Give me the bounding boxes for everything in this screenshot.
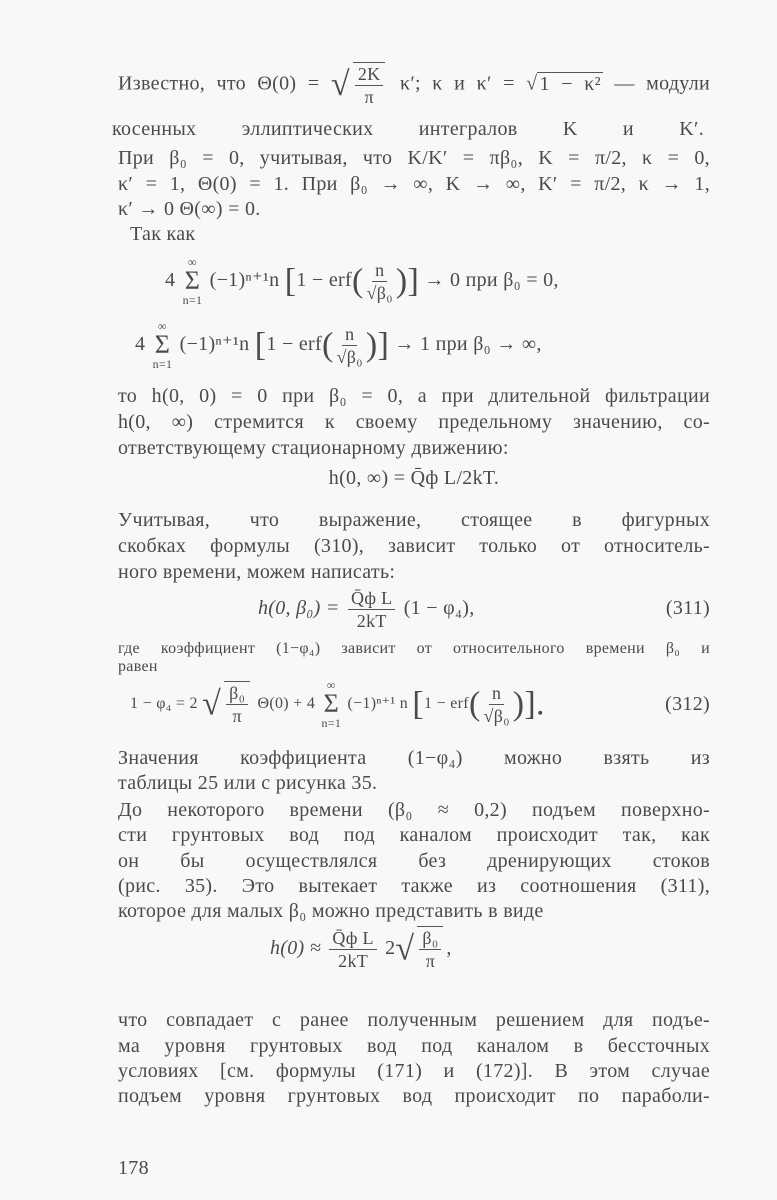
text: — модули	[602, 72, 710, 95]
text-line: (рис. 35). Это вытекает также из соотношения (311),	[118, 875, 710, 897]
text: Известно, что Θ(0) =	[118, 72, 320, 95]
page-number: 178	[118, 1157, 149, 1179]
formula-small-beta: h(0) ≈ $\frac{\text{Q̄ф L}}{2kT}$ 2√ $\frac{\text{β₀}}{\pi}$ ,	[270, 927, 452, 972]
text-line: ного времени, можем написать:	[118, 561, 396, 583]
formula-h-limit: h(0, ∞) = Q̄ф L/2kT.	[328, 467, 500, 489]
formula-2: 4 ∞ Σ n=1 (−1)ⁿ⁺¹n [1 − erf( $\frac{n}{\text{√β₀}}$ )] → 1 при β₀ → ∞,	[135, 319, 542, 372]
text: κ′; κ и κ′ = √	[399, 72, 538, 95]
text-line: условиях [см. формулы (171) и (172)]. В этом случае	[118, 1060, 710, 1082]
text-line: таблицы 25 или с рисунка 35.	[118, 772, 378, 794]
text: 1 − κ²	[539, 72, 601, 95]
text-line: h(0, ∞) стремится к своему предельному значению, со-	[118, 411, 710, 433]
equation-number: (312)	[665, 693, 710, 715]
text-line: κ′ → 0 Θ(∞) = 0.	[118, 198, 261, 220]
text-line: скобках формулы (310), зависит только от относитель-	[118, 535, 710, 557]
text: 1 − erf	[266, 333, 322, 355]
text-line: которое для малых β₀ можно представить в виде	[118, 900, 544, 922]
text-line: ответствующему стационарному движению:	[118, 437, 509, 459]
text: (−1)ⁿ⁺¹n	[209, 269, 280, 291]
text: 1 − erf	[296, 269, 352, 291]
text-line: подъем уровня грунтовых вод происходит по параболи-	[118, 1085, 710, 1107]
text: → 0 при β₀ = 0,	[424, 269, 559, 291]
text-line: При β₀ = 0, учитывая, что K/K′ = πβ₀, K = π/2, κ = 0,	[118, 147, 710, 169]
text: (1 − φ₄),	[403, 597, 475, 619]
text: 4	[165, 269, 176, 291]
text-line: он бы осуществлялся без дренирующих стоков	[118, 850, 710, 872]
text: h(0, β₀) =	[258, 597, 340, 619]
text-line: Значения коэффициента (1−φ₄) можно взять из	[118, 747, 710, 769]
text-line: Учитывая, что выражение, стоящее в фигурных	[118, 509, 710, 531]
text: (−1)ⁿ⁺¹ n	[347, 695, 409, 712]
fraction-numerator: 2K	[355, 63, 384, 86]
text: 1 − φ₄ = 2	[130, 695, 198, 712]
text: (−1)ⁿ⁺¹n	[179, 333, 250, 355]
formula-312: 1 − φ₄ = 2 √ $\frac{\text{β₀}}{\pi}$ Θ(0) + 4 ∞ Σ n=1 (−1)ⁿ⁺¹ n [1 − erf( $\frac{n}{\text{√β₀}}$ )]. (312)	[130, 675, 710, 733]
sum-symbol: ∞ Σ n=1	[321, 678, 342, 731]
sum-symbol: ∞ Σ n=1	[152, 319, 173, 372]
text-line: косенных эллиптических интегралов K и K′.	[112, 118, 704, 140]
text-line: ма уровня грунтовых вод под каналом в бессточных	[118, 1035, 710, 1057]
text-line: κ′ = 1, Θ(0) = 1. При β₀ → ∞, K → ∞, K′ = π/2, κ → 1,	[118, 173, 710, 195]
text-line: сти грунтовых вод под каналом происходит так, как	[118, 824, 710, 846]
text: Θ(0) + 4	[257, 695, 316, 712]
text-line: что совпадает с ранее полученным решением для подъе-	[118, 1009, 710, 1031]
sum-symbol: ∞ Σ n=1	[182, 255, 203, 308]
text: 4	[135, 333, 146, 355]
text: → 1 при β₀ → ∞,	[394, 333, 542, 355]
text-line: До некоторого времени (β₀ ≈ 0,2) подъем поверхно-	[118, 799, 710, 821]
text-line: равен	[118, 658, 158, 675]
fraction-denominator: π	[364, 87, 374, 107]
formula-311: h(0, β₀) = $\frac{\text{Q̄ф L}}{2kT}$ (1 − φ₄), (311)	[258, 580, 710, 636]
text-line: Известно, что Θ(0) = √ $\frac{2K}{\pi}$ κ′; κ и κ′ = √ 1 − κ² — модули	[118, 64, 710, 107]
equation-number: (311)	[665, 597, 710, 619]
text-line: то h(0, 0) = 0 при β₀ = 0, а при длительной фильтрации	[118, 385, 710, 407]
text-line: Так как	[130, 223, 196, 245]
text: h(0) ≈	[270, 937, 322, 959]
text-line: где коэффициент (1−φ₄) зависит от относительного времени β₀ и	[118, 640, 710, 657]
formula-1: 4 ∞ Σ n=1 (−1)ⁿ⁺¹n [1 − erf( $\frac{n}{\text{√β₀}}$ )] → 0 при β₀ = 0,	[165, 255, 559, 308]
